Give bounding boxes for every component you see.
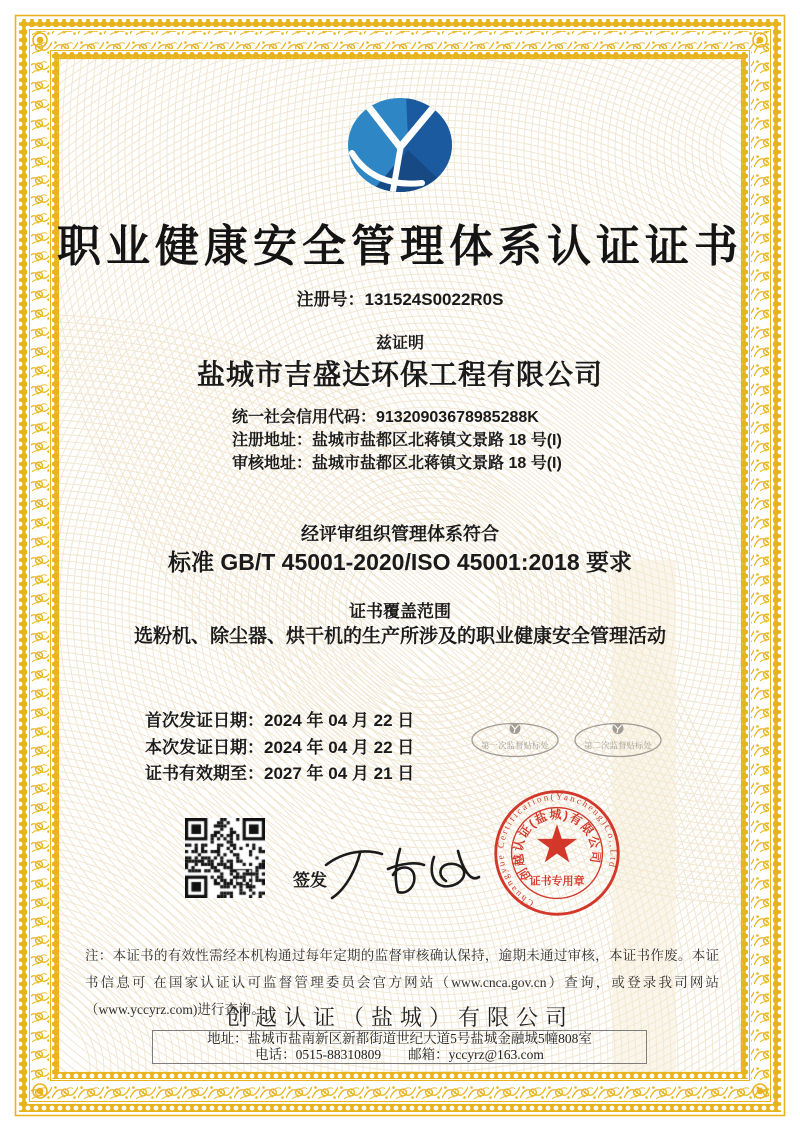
seal-star — [537, 824, 577, 862]
qr-code — [185, 818, 265, 898]
company-seal — [490, 786, 624, 920]
company-info-block — [232, 406, 562, 475]
seal-english-text: Chuangyue Certification(Yancheng)Co.,Ltd — [495, 791, 619, 909]
sticker-first-label: 第一次监督贴标处 — [480, 740, 550, 751]
issuer-contact: 电话：0515-88310809 邮箱：yccyrz@163.com — [255, 1047, 544, 1062]
note-line-1: 注：本证书的有效性需经本机构通过每年定期的监督审核确认保持，逾期未通过审核，本证书作废。本证书信息可 — [85, 948, 719, 990]
dates-block — [145, 708, 414, 788]
sticker-oval-first — [470, 720, 560, 758]
sign-label: 签发 — [293, 871, 327, 890]
scope-label: 证书覆盖范围 — [349, 602, 451, 621]
current-issue-date: 本次发证日期：2024 年 04 月 22 日 — [145, 737, 415, 757]
registration-number: 注册号：131524S0022R0S — [296, 290, 504, 309]
certificate-title: 职业健康安全管理体系认证证书 — [57, 222, 743, 271]
valid-until-date: 证书有效期至：2027 年 04 月 21 日 — [145, 764, 415, 783]
sticker-oval-second — [573, 720, 663, 758]
compliance-line: 经评审组织管理体系符合 — [301, 524, 499, 544]
sticker-second-label: 第二次监督贴标处 — [583, 740, 653, 751]
credit-code: 统一社会信用代码：91320903678985288K — [232, 409, 539, 426]
first-issue-date: 首次发证日期：2024 年 04 月 22 日 — [145, 711, 415, 730]
signature — [322, 835, 482, 905]
certify-label: 兹证明 — [375, 335, 424, 352]
note-line-2: 在国家认证认可监督管理委员会官方网站（www.cnca.gov.cn）查询，或登录我司网站（www.yccyrz.com)进行查询。 — [85, 975, 720, 1017]
audit-address: 审核地址：盐城市盐都区北蒋镇文景路 18 号(I) — [232, 455, 562, 472]
seal-chinese-text: 创越认证(盐城)有限公司 — [511, 807, 603, 883]
issuer-contact-box — [152, 1030, 647, 1064]
issuer-address: 地址：盐城市盐南新区新都街道世纪大道5号盐城金融城5幢808室 — [207, 1031, 592, 1046]
company-name: 盐城市吉盛达环保工程有限公司 — [196, 359, 603, 390]
scope-text: 选粉机、除尘器、烘干机的生产所涉及的职业健康安全管理活动 — [133, 626, 666, 647]
registered-address: 注册地址：盐城市盐都区北蒋镇文景路 18 号(I) — [232, 432, 562, 449]
certification-body-logo — [348, 98, 452, 192]
standard-line: 标准 GB/T 45001-2020/ISO 45001:2018 要求 — [167, 549, 633, 575]
seal-bottom-text: 证书专用章 — [529, 875, 585, 888]
issuer-name: 创越认证（盐城）有限公司 — [225, 1005, 574, 1030]
